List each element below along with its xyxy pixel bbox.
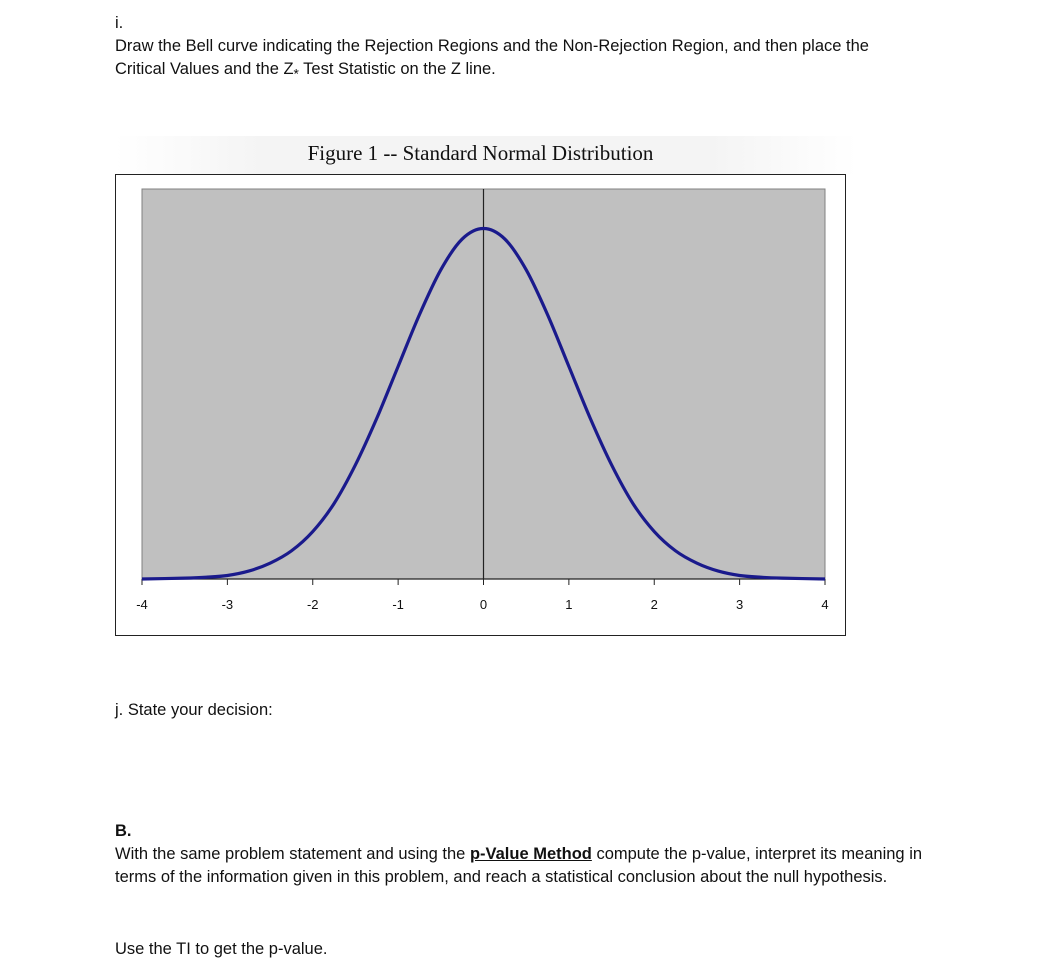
x-tick-label: -4 [136,597,148,612]
x-tick-label: -1 [392,597,404,612]
question-b-text-end: compute the p-value, interpret its meaning in terms of the information given in this problem, and reach a statistical conclusion about the null hypothesis. [115,845,923,886]
question-i-text [115,35,915,85]
x-tick-label: -2 [306,597,319,612]
question-i-subscript: * [293,66,299,82]
x-tick-label: -3 [221,597,234,612]
question-i [115,12,915,85]
p-value-method-label: p-Value Method [469,845,592,863]
question-i-text-main: Draw the Bell curve indicating the Rejection Regions and the Non-Rejection Region, and then place the Critical Values and the Z [115,37,869,78]
question-j: j. State your decision: [115,701,273,719]
x-tick-label: 0 [479,597,488,612]
x-tick-label: 2 [650,597,658,612]
question-i-text-end: Test Statistic on the Z line. [298,60,496,78]
x-tick-label: 4 [821,597,829,612]
normal-distribution-chart [115,174,846,636]
x-tick-label: 3 [736,597,744,612]
question-b-text [115,843,945,889]
x-tick-label: 1 [565,597,573,612]
question-b [115,820,945,889]
question-b-text-start: With the same problem statement and using the [115,845,470,863]
chart-svg [116,175,845,635]
question-b-ti-note: Use the TI to get the p-value. [115,940,328,958]
figure-title: Figure 1 -- Standard Normal Distribution [307,141,654,165]
question-b-label: B. [115,822,132,840]
question-i-label: i. [115,14,124,32]
